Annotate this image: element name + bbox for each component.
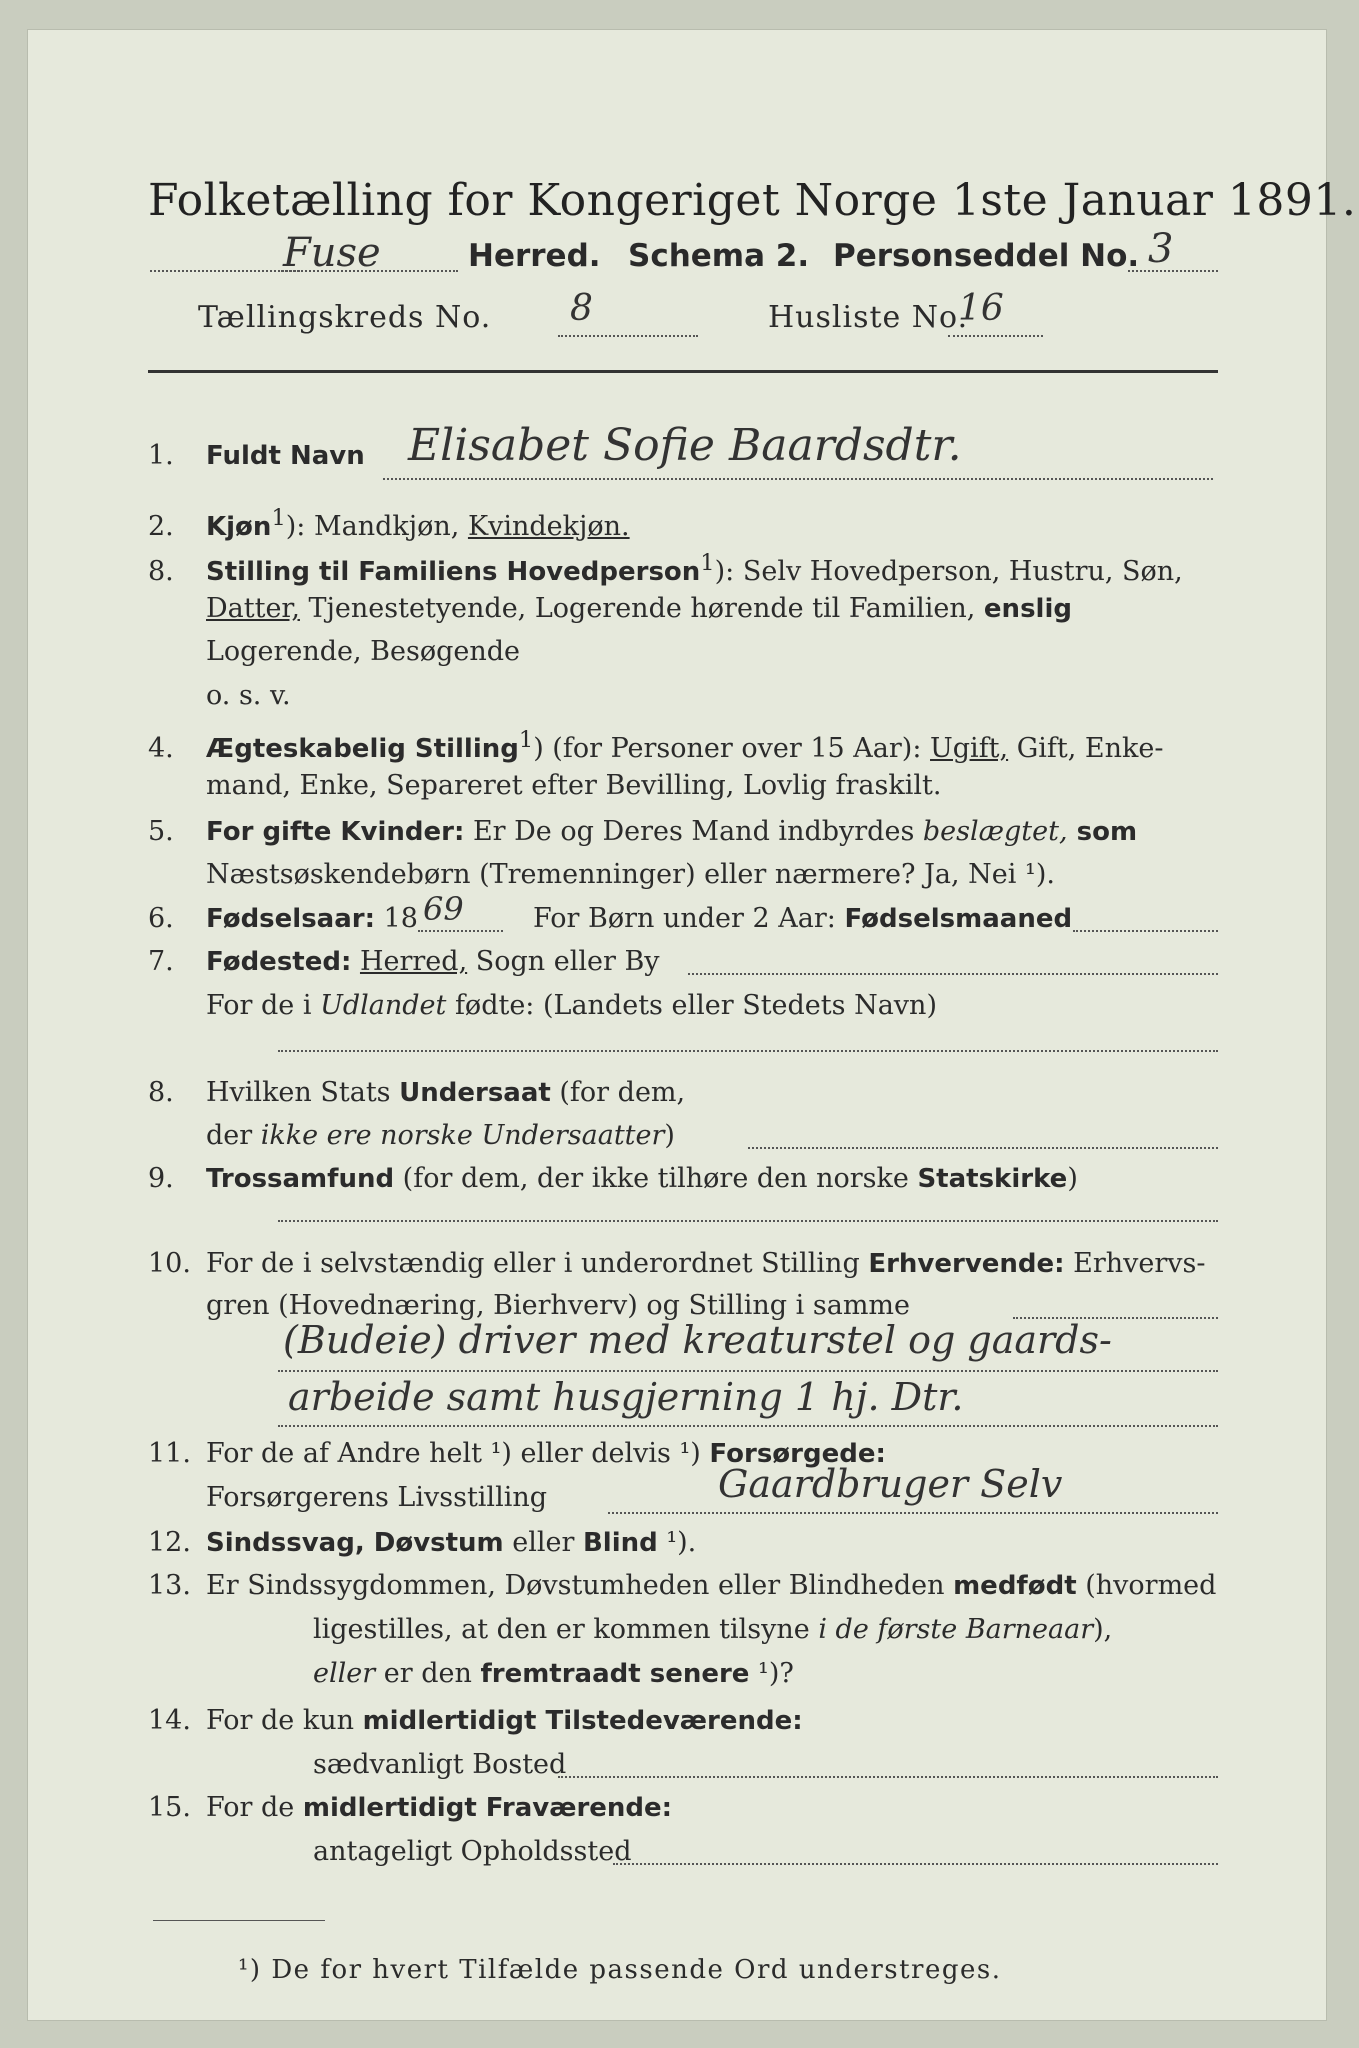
dotted-line: [948, 335, 1043, 337]
occupation-line-1: (Budeie) driver med kreaturstel og gaards-: [283, 1318, 1112, 1362]
q11-row-2: Forsørgerens Livsstilling: [206, 1482, 548, 1513]
q15-number: 15.: [148, 1792, 191, 1823]
dotted-line: [613, 1863, 1218, 1865]
q13-row-2: [313, 1614, 1112, 1645]
q3-bold: enslig: [983, 594, 1072, 624]
q6-prefix: 18: [375, 903, 418, 934]
q6-row: [148, 903, 418, 934]
dotted-line: [608, 1512, 1218, 1514]
q15-row: [148, 1792, 672, 1823]
dotted-line: [748, 1147, 1218, 1149]
q8-text-d: ): [664, 1120, 675, 1151]
q6-row-b: [533, 903, 1072, 934]
q7-row-2: [206, 990, 937, 1021]
q3-row-4: o. s. v.: [206, 680, 291, 711]
schema-label: Schema 2.: [628, 238, 810, 274]
q7-selected: Herred,: [359, 946, 468, 977]
q9-label: Trossamfund: [206, 1164, 395, 1194]
q8-row-2: [206, 1120, 675, 1151]
q4-number: 4.: [148, 733, 174, 764]
form-title: Folketælling for Kongeriget Norge 1ste Januar 1891.: [148, 175, 1357, 226]
q5-text-b: som: [1067, 817, 1138, 847]
provider-occupation-value: Gaardbruger Selv: [718, 1462, 1063, 1506]
q15-row-2: antageligt Opholdssted: [313, 1836, 632, 1867]
q2-sup: 1: [271, 505, 286, 531]
footnote-rule: [153, 1920, 325, 1921]
q13-text-c: ligestilles, at den er kommen tilsyne: [313, 1614, 819, 1645]
q9-label-b: Statskirke: [917, 1164, 1068, 1194]
dotted-line: [278, 1050, 1218, 1052]
q5-label: For gifte Kvinder:: [206, 817, 465, 847]
q12-label: Sindssvag, Døvstum: [206, 1528, 504, 1558]
q9-text: (for dem, der ikke tilhøre den norske: [394, 1163, 918, 1194]
personseddel-label: Personseddel No.: [833, 238, 1140, 274]
q3-row-3: Logerende, Besøgende: [206, 636, 520, 667]
q6-label-b: Fødselsmaaned: [844, 904, 1073, 934]
herred-value: Fuse: [283, 230, 381, 276]
q8-row: [148, 1077, 685, 1108]
q9-text-b: ): [1067, 1163, 1078, 1194]
husliste-label: Husliste No.: [768, 300, 969, 335]
q10-number: 10.: [148, 1248, 191, 1279]
q4-text-b: Gift, Enke-: [1008, 733, 1164, 764]
herred-label: Herred.: [468, 238, 601, 274]
q10-row-2: gren (Hovednæring, Bierhverv) og Stilling i samme: [206, 1290, 911, 1321]
q4-text: ) (for Personer over 15 Aar):: [533, 733, 931, 764]
dotted-line: [278, 270, 458, 272]
q7-label: Fødested:: [206, 947, 352, 977]
q5-row-2: Næstsøskendebørn (Tremenninger) eller nærmere? Ja, Nei ¹).: [206, 859, 1055, 890]
q7-italic: Udlandet: [320, 990, 447, 1021]
q12-label-b: Blind: [582, 1528, 658, 1558]
dotted-line: [558, 1776, 1218, 1778]
q7-text-b: For de i: [206, 990, 321, 1021]
q10-label: Erhvervende:: [868, 1249, 1065, 1279]
q4-selected: Ugift,: [930, 733, 1009, 764]
q6-number: 6.: [148, 903, 174, 934]
q6-label: Fødselsaar:: [206, 904, 375, 934]
q13-text: Er Sindssygdommen, Døvstumheden eller Blindheden: [206, 1570, 954, 1601]
q5-text: Er De og Deres Mand indbyrdes: [464, 816, 923, 847]
dotted-line: [688, 973, 1218, 975]
q7-row: [148, 946, 660, 977]
q11-text: For de af Andre helt ¹) eller delvis ¹): [206, 1438, 710, 1469]
q5-number: 5.: [148, 816, 174, 847]
q7-text: Sogn eller By: [467, 946, 660, 977]
q7-number: 7.: [148, 946, 174, 977]
q10-text: For de i selvstændig eller i underordnet Stilling: [206, 1248, 869, 1279]
personseddel-value: 3: [1148, 226, 1174, 272]
q10-row: [148, 1248, 1206, 1279]
q10-label-b: Erhvervs-: [1064, 1248, 1206, 1279]
q13-italic-b: eller: [313, 1658, 376, 1689]
q8-italic: ikke ere norske Undersaatter: [260, 1120, 665, 1151]
dotted-line: [1128, 270, 1218, 272]
q12-number: 12.: [148, 1527, 191, 1558]
q13-text-d: ),: [1093, 1614, 1113, 1645]
taellingskreds-value: 8: [570, 288, 593, 329]
q8-text-c: der: [206, 1120, 261, 1151]
q9-number: 9.: [148, 1163, 174, 1194]
q8-text-b: (for dem,: [550, 1077, 686, 1108]
dotted-line: [418, 930, 503, 932]
q14-number: 14.: [148, 1705, 191, 1736]
q9-row: [148, 1163, 1078, 1194]
q8-number: 8.: [148, 1077, 174, 1108]
q1-row: [148, 440, 365, 471]
header-rule: [148, 370, 1218, 373]
dotted-line: [278, 1370, 1218, 1372]
q2-number: 2.: [148, 511, 174, 542]
q2-label: Kjøn: [206, 512, 272, 542]
q13-italic: i de første Barneaar: [818, 1614, 1094, 1645]
dotted-line: [278, 1425, 1218, 1427]
q2-text: ): Mandkjøn,: [285, 511, 468, 542]
q12-row: [148, 1527, 696, 1558]
q7-text-c: fødte: (Landets eller Stedets Navn): [446, 990, 937, 1021]
full-name-value: Elisabet Sofie Baardsdtr.: [408, 420, 962, 471]
census-form: [28, 30, 1357, 2020]
q8-text: Hvilken Stats: [206, 1077, 400, 1108]
q3-text: ): Selv Hovedperson, Hustru, Søn,: [714, 556, 1183, 587]
q3-selected: Datter,: [206, 593, 300, 624]
q2-row: [148, 505, 630, 542]
q4-label: Ægteskabelig Stilling: [206, 734, 519, 764]
q15-label: midlertidigt Fraværende:: [302, 1793, 673, 1823]
occupation-line-2: arbeide samt husgjerning 1 hj. Dtr.: [288, 1375, 964, 1419]
q4-sup: 1: [518, 727, 534, 753]
q11-label: Forsørgede:: [709, 1439, 886, 1469]
husliste-value: 16: [958, 288, 1004, 329]
q13-label-b: fremtraadt senere: [480, 1659, 750, 1689]
q1-number: 1.: [148, 440, 174, 471]
dotted-line: [558, 335, 698, 337]
q13-label: medfødt: [953, 1571, 1077, 1601]
q5-italic: beslægtet,: [922, 816, 1068, 847]
q2-selected: Kvindekjøn.: [467, 511, 630, 542]
q8-label: Undersaat: [399, 1078, 551, 1108]
footnote: ¹) De for hvert Tilfælde passende Ord understreges.: [238, 1955, 1002, 1985]
q3-row: [148, 550, 1183, 587]
q11-number: 11.: [148, 1438, 191, 1469]
q14-label: midlertidigt Tilstedeværende:: [362, 1706, 803, 1736]
q3-number: 8.: [148, 556, 174, 587]
birth-year-value: 69: [423, 890, 464, 928]
q13-text-b: (hvormed: [1076, 1570, 1217, 1601]
q3-row-2: [206, 593, 1072, 624]
q14-text: For de kun: [206, 1705, 363, 1736]
q14-row: [148, 1705, 803, 1736]
q15-text: For de: [206, 1792, 303, 1823]
q1-label: Fuldt Navn: [206, 441, 365, 471]
q12-text-b: ¹).: [657, 1527, 697, 1558]
q13-number: 13.: [148, 1570, 191, 1601]
dotted-line: [383, 478, 1213, 480]
q13-row-3: [313, 1658, 794, 1689]
q4-row: [148, 727, 1163, 764]
q3-text-b: Tjenestetyende, Logerende hørende til Familien,: [299, 593, 984, 624]
q14-row-2: sædvanligt Bosted: [313, 1749, 567, 1780]
dotted-line: [278, 1220, 1218, 1222]
q3-label: Stilling til Familiens Hovedperson: [206, 557, 701, 587]
q4-row-2: mand, Enke, Separeret efter Bevilling, Lovlig fraskilt.: [206, 770, 942, 801]
dotted-line: [1073, 930, 1218, 932]
q13-row: [148, 1570, 1216, 1601]
q13-text-f: ¹)?: [749, 1658, 794, 1689]
q5-row: [148, 816, 1137, 847]
q6-text-b: For Børn under 2 Aar:: [533, 903, 845, 934]
q13-text-e: er den: [375, 1658, 481, 1689]
taellingskreds-label: Tællingskreds No.: [198, 300, 492, 335]
q12-text: eller: [503, 1527, 583, 1558]
q3-sup: 1: [700, 550, 715, 576]
